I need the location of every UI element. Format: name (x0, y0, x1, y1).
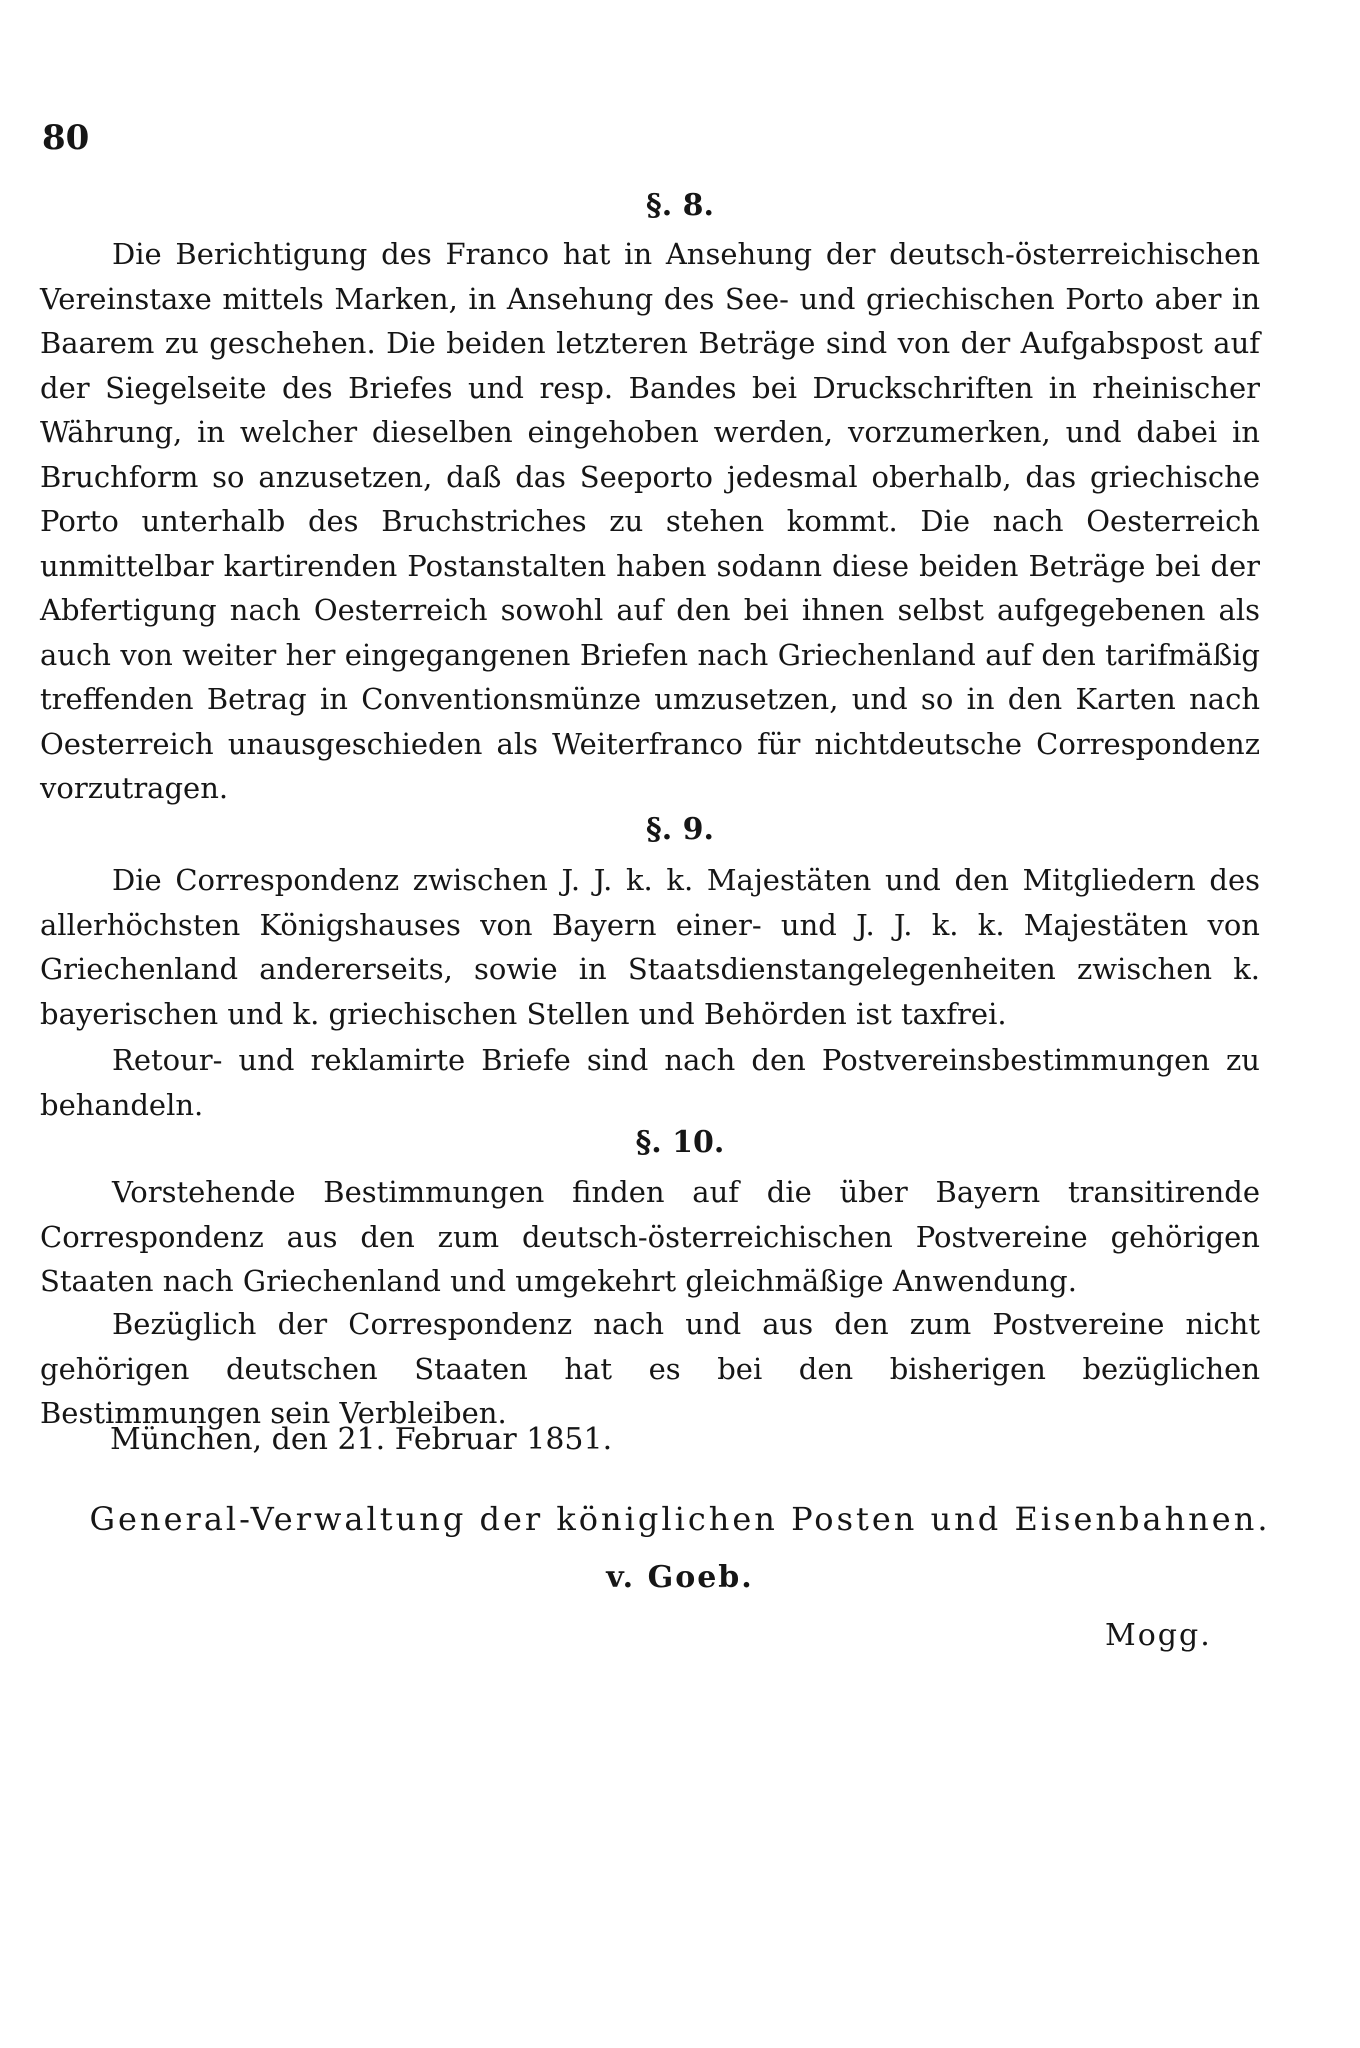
signature-goeb: v. Goeb. (606, 1560, 754, 1595)
section-8-paragraph: Die Berichtigung des Franco hat in Ansehung der deutsch-österreichischen Vereinstaxe mittels Marken, in Ansehung des See- und griechischen Porto aber in Baarem zu geschehen. Die beiden letzteren Beträge sind von der Aufgabspost auf der Siegelseite des Briefes und resp. Bandes bei Druckschriften in rheinischer Währung, in welcher dieselben eingehoben werden, vorzumerken, und dabei in Bruchform so anzusetzen, daß das Seeporto jedesmal oberhalb, das griechische Porto unterhalb des Bruchstriches zu stehen kommt. Die nach Oesterreich unmittelbar kartirenden Postanstalten haben sodann diese beiden Beträge bei der Abfertigung nach Oesterreich sowohl auf den bei ihnen selbst aufgegebenen als auch von weiter her eingegangenen Briefen nach Griechenland auf den tarifmäßig treffenden Betrag in Conventionsmünze umzusetzen, und so in den Karten nach Oesterreich unausgeschieden als Weiterfranco für nichtdeutsche Correspondenz vorzutragen. (40, 237, 1260, 805)
section-heading-10: §. 10. (635, 1125, 725, 1160)
section-9-paragraph-1: Die Correspondenz zwischen J. J. k. k. Majestäten und den Mitgliedern des allerhöchsten Königshauses von Bayern einer- und J. J. k. k. Majestäten von Griechenland andererseits, sowie in Staatsdienstangelegenheiten zwischen k. bayerischen und k. griechischen Stellen und Behörden ist taxfrei. (40, 863, 1260, 1031)
section-9-paragraph-2: Retour- und reklamirte Briefe sind nach den Postvereinsbestimmungen zu behandeln. (40, 1043, 1260, 1122)
section-10-paragraph-1: Vorstehende Bestimmungen finden auf die über Bayern transitirende Correspondenz aus den zum deutsch-österreichischen Postvereine gehörigen Staaten nach Griechenland und umgekehrt gleichmäßige Anwendung. (40, 1175, 1260, 1298)
issuing-authority: General-Verwaltung der königlichen Posten und Eisenbahnen. (89, 1500, 1271, 1538)
section-10-paragraph-2: Bezüglich der Correspondenz nach und aus den zum Postvereine nicht gehörigen deutschen Staaten hat es bei den bisherigen bezüglichen Bestimmungen sein Verbleiben. (40, 1307, 1260, 1430)
page-number: 80 (42, 118, 90, 158)
section-heading-9: §. 9. (646, 812, 714, 847)
signature-mogg: Mogg. (1105, 1618, 1212, 1653)
dateline: München, den 21. Februar 1851. (110, 1422, 613, 1457)
section-heading-8: §. 8. (646, 188, 714, 223)
